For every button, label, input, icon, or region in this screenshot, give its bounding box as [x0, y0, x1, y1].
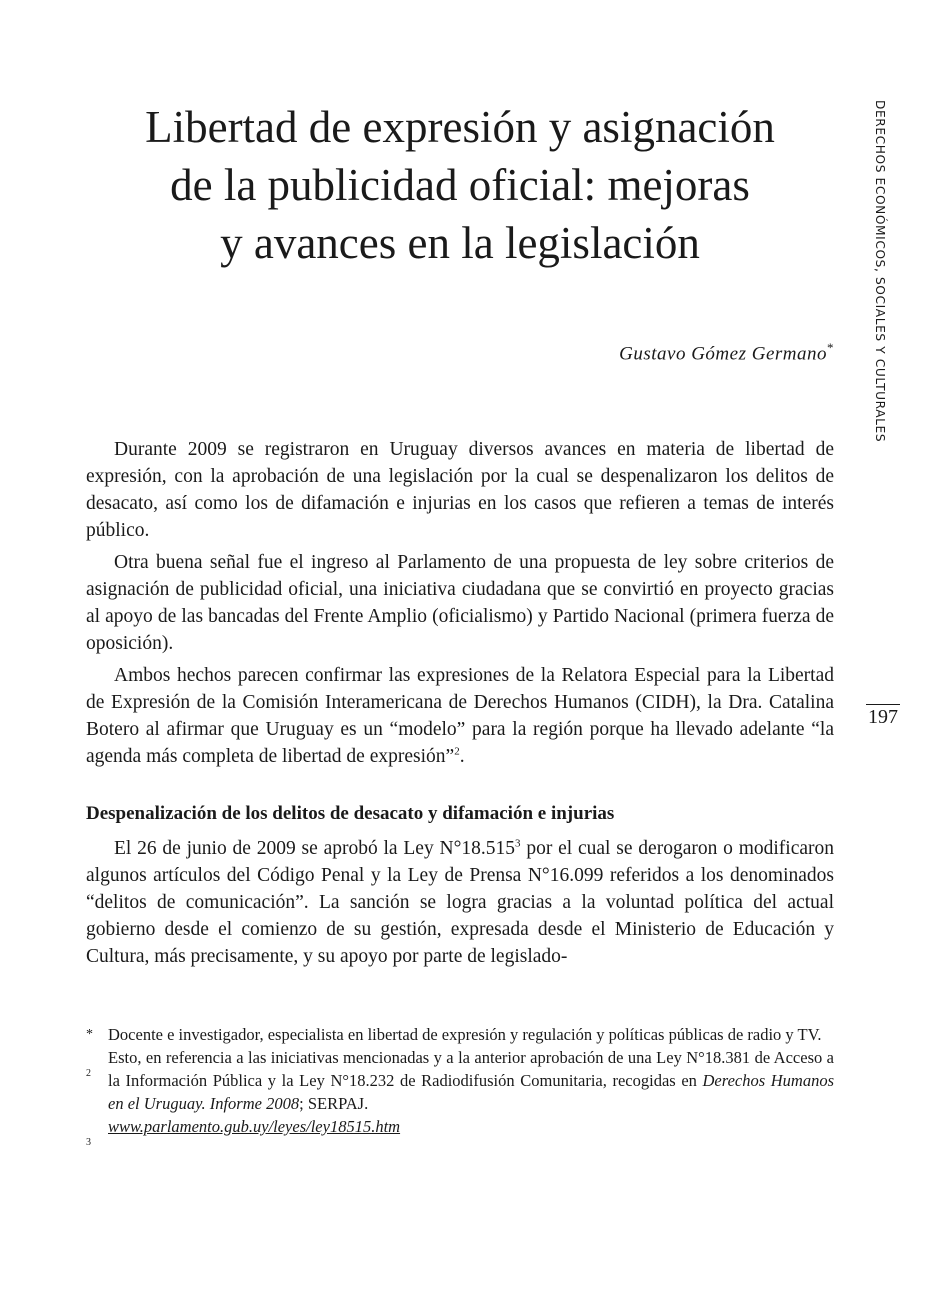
footnote-1-text: Docente e investigador, especialista en libertad de expresión y regulación y políticas públicas de radio y TV. [108, 1025, 822, 1044]
footnote-2-italic: Derechos Humanos en el Uruguay. Informe 2008 [108, 1071, 835, 1113]
footnote-3-link[interactable]: www.parlamento.gub.uy/leyes/ley18515.htm [108, 1117, 401, 1136]
author-name: Gustavo Gómez Germano [619, 343, 827, 365]
footnote-1 [86, 1023, 834, 1046]
running-header [869, 100, 887, 443]
section-text [86, 835, 834, 970]
page-title [86, 98, 834, 272]
title-line-2: de la publicidad oficial: mejoras [170, 160, 750, 210]
author-footnote-mark[interactable]: * [827, 340, 834, 355]
section-heading: Despenalización de los delitos de desacato y difamación e injurias [86, 803, 615, 824]
footnote-1-mark: * [86, 1027, 93, 1042]
intro-text [86, 436, 834, 775]
paragraph-4-text-a: El 26 de junio de 2009 se aprobó la Ley N°18.515 [114, 838, 516, 859]
title-line-3: y avances en la legislación [220, 218, 700, 268]
footnote-ref-3[interactable]: 3 [515, 837, 521, 850]
footnote-2-text-b: ; SERPAJ. [299, 1094, 369, 1113]
footnote-2-mark: 2 [86, 1068, 91, 1079]
footnote-2 [86, 1046, 834, 1115]
paragraph-3-text: Ambos hechos parecen confirmar las expresiones de la Relatora Especial para la Libertad de Expresión de la Comisión Interamericana de Derechos Humanos (CIDH), la Dra. Catalina Botero al afirmar que Uruguay es un “modelo” para la región porque ha llevado adelante “la agenda más completa de libertad de expresión” [86, 665, 834, 767]
paragraph-4 [86, 835, 834, 970]
footnote-3-mark: 3 [86, 1137, 91, 1148]
title-line-1: Libertad de expresión y asignación [145, 102, 775, 152]
running-header-text: DERECHOS ECONÓMICOS, SOCIALES Y CULTURALES [873, 100, 887, 443]
paragraph-2: Otra buena señal fue el ingreso al Parlamento de una propuesta de ley sobre criterios de asignación de publicidad oficial, una iniciativa ciudadana que se convirtió en proyecto gracias al apoyo de las bancadas del Frente Amplio (oficialismo) y Partido Nacional (primera fuerza de oposición). [86, 552, 834, 654]
author-byline [619, 340, 834, 365]
page-number: 197 [868, 706, 898, 728]
paragraph-3 [86, 662, 834, 770]
paragraph-3-end: . [459, 746, 465, 767]
footnote-3 [86, 1115, 834, 1148]
page-number-rule [866, 704, 900, 705]
footnote-ref-2[interactable]: 2 [454, 745, 460, 758]
paragraph-1: Durante 2009 se registraron en Uruguay diversos avances en materia de libertad de expresión, con la aprobación de una legislación por la cual se despenalizaron los delitos de desacato, así como los de difamación e injurias en los casos que refieren a temas de interés público. [86, 439, 834, 541]
footnotes [86, 1023, 835, 1148]
footnote-2-text-a: Esto, en referencia a las iniciativas mencionadas y a la anterior aprobación de una Ley N°18.381 de Acceso a la Información Pública y la Ley N°18.232 de Radiodifusión Comunitaria, recogidas en [108, 1048, 834, 1090]
paragraph-4-text-b: por el cual se derogaron o modificaron algunos artículos del Código Penal y la Ley de Prensa N°16.099 referidos a los denominados “delitos de comunicación”. La sanción se logra gracias a la voluntad política del actual gobierno desde el comienzo de su gestión, expresada desde el Ministerio de Educación y Cultura, más precisamente, y su apoyo por parte de legislado- [86, 838, 834, 967]
